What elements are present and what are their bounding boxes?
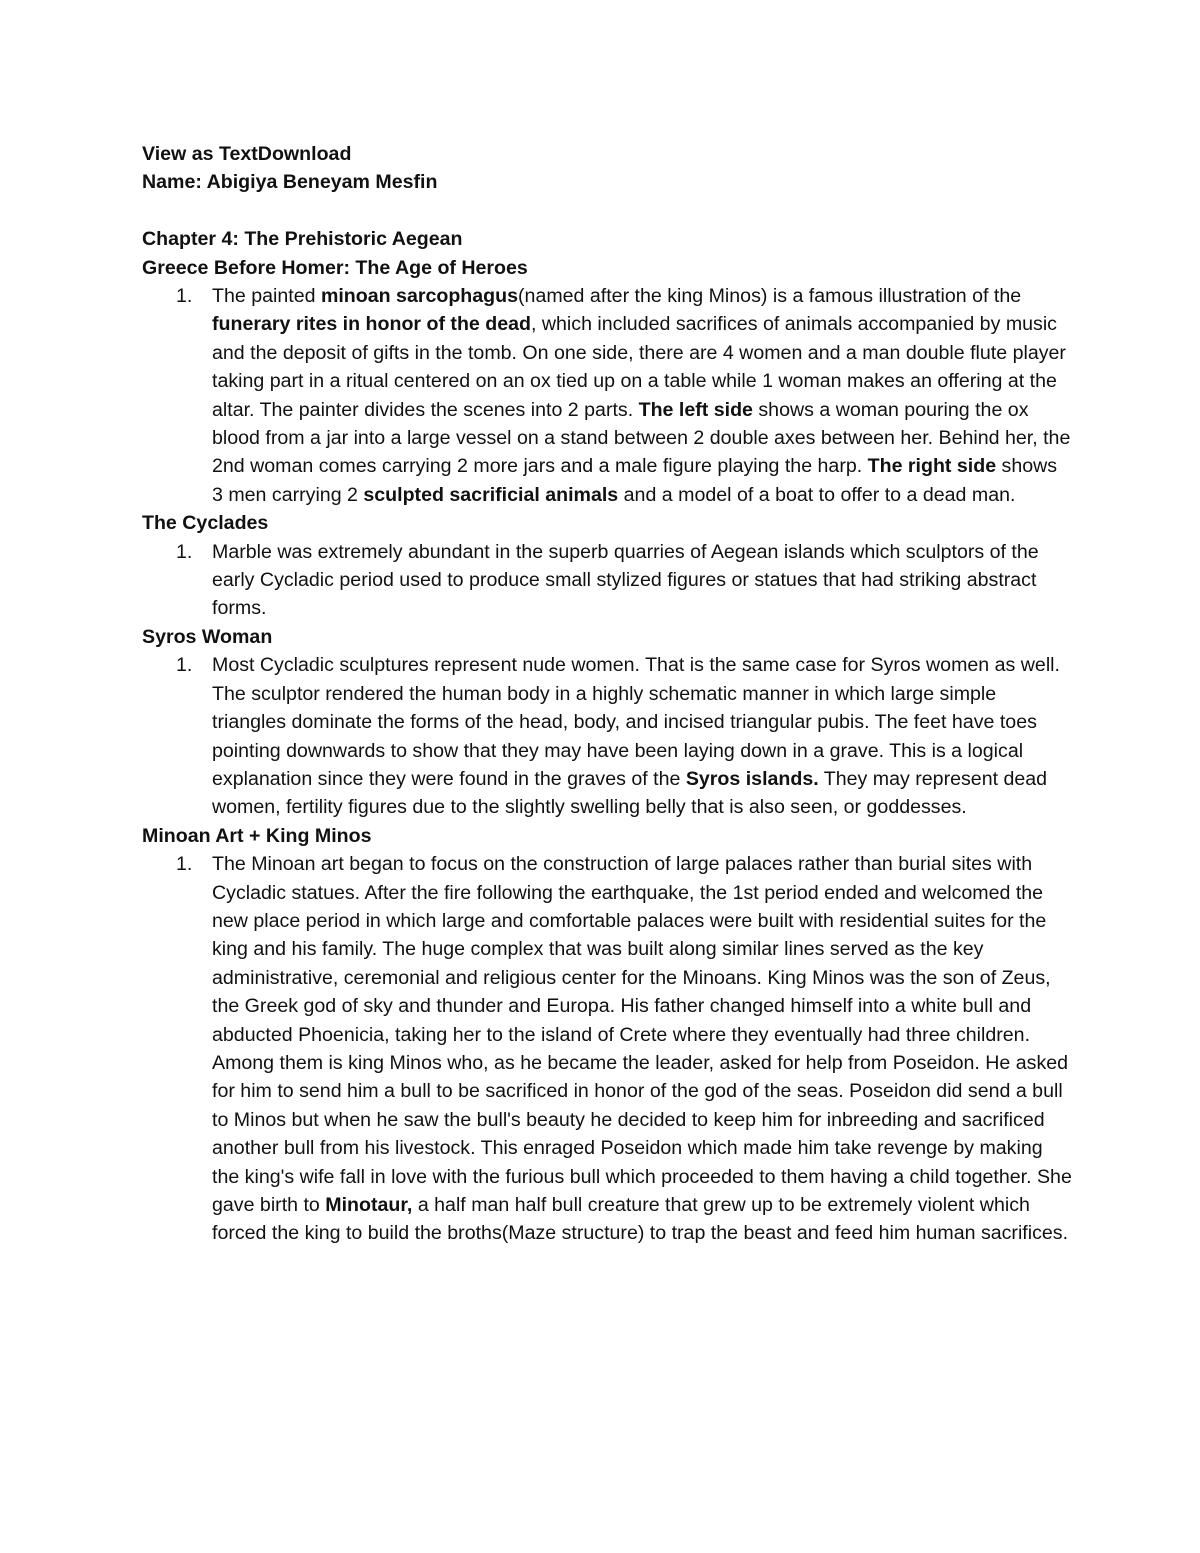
chapter-title: Chapter 4: The Prehistoric Aegean — [142, 228, 463, 251]
list-item — [142, 850, 1072, 1248]
item-text: The painted — [212, 285, 321, 308]
list-number: 1. — [176, 285, 193, 308]
list-item — [142, 538, 1072, 623]
item-text: They may represent dead women, fertility figures due to the slightly swelling belly that is also seen, or goddesses. — [212, 767, 1048, 819]
item-text: Most Cycladic sculptures represent nude women. That is the same case for Syros women as well. The sculptor rendered the human body in a highly schematic manner in which large simple triangles dominate the forms of the head, body, and incised triangular pubis. The feet have toes pointing downwards to show that they may have been laying down in a grave. This is a logical explanation since they were found in the graves of the — [212, 654, 1060, 790]
list-number: 1. — [176, 654, 193, 677]
item-text: and a model of a boat to offer to a dead man. — [618, 483, 1016, 506]
numbered-list — [142, 850, 1072, 1248]
list-item — [142, 282, 1072, 509]
numbered-list — [142, 538, 1072, 623]
item-text: shows a woman pouring the ox blood from a jar into a large vessel on a stand between 2 double axes between her. Behind her, the 2nd woman comes carrying 2 more jars and a male figure playing the harp. — [212, 398, 1071, 478]
section-heading-greece-before-homer: Greece Before Homer: The Age of Heroes — [142, 256, 528, 279]
bold-term-minotaur: Minotaur, — [325, 1194, 413, 1217]
bold-term-sculpted-animals: sculpted sacrificial animals — [363, 483, 619, 506]
list-number: 1. — [176, 853, 193, 876]
item-text: (named after the king Minos) is a famous illustration of the — [518, 285, 1022, 308]
list-item — [142, 651, 1072, 821]
item-text: Marble was extremely abundant in the superb quarries of Aegean islands which sculptors of the early Cycladic period used to produce small stylized figures or statues that had striking abstract forms. — [212, 540, 1039, 620]
numbered-list — [142, 651, 1072, 821]
section-heading-syros-woman: Syros Woman — [142, 625, 273, 648]
item-text: a half man half bull creature that grew up to be extremely violent which forced the king to build the broths(Maze structure) to trap the beast and feed him human sacrifices. — [212, 1194, 1069, 1245]
spacer — [142, 197, 1072, 225]
document-page — [142, 140, 1072, 1248]
section-heading-minoan-art: Minoan Art + King Minos — [142, 824, 372, 847]
item-text: shows 3 men carrying 2 — [212, 455, 1058, 506]
item-text: , which included sacrifices of animals accompanied by music and the deposit of gifts in the tomb. On one side, there are 4 women and a man double flute player taking part in a ritual centered on an ox tied up on a table while 1 woman makes an offering at the altar. The painter divides the scenes into 2 parts. — [212, 313, 1066, 421]
bold-term-minoan-sarcophagus: minoan sarcophagus — [320, 285, 519, 308]
bold-term-funerary-rites: funerary rites in honor of the dead — [212, 313, 531, 336]
list-number: 1. — [176, 540, 193, 563]
bold-term-syros-islands: Syros islands. — [685, 767, 819, 790]
numbered-list — [142, 282, 1072, 509]
item-text: The Minoan art began to focus on the construction of large palaces rather than burial sites with Cycladic statues. After the fire following the earthquake, the 1st period ended and welcomed the new place period in which large and comfortable palaces were built with residential suites for the king and his family. The huge complex that was built along similar lines served as the key administrative, ceremonial and religious center for the Minoans. King Minos was the son of Zeus, the Greek god of sky and thunder and Europa. His father changed himself into a white bull and abducted Phoenicia, taking her to the island of Crete where they eventually had three children. Among them is king Minos who, as he became the leader, asked for help from Poseidon. He asked for him to send him a bull to be sacrificed in honor of the god of the seas. Poseidon did send a bull to Minos but when he saw the bull's beauty he decided to keep him for inbreeding and sacrificed another bull from his livestock. This enraged Poseidon which made him take revenge by making the king's wife fall in love with the furious bull which proceeded to them having a child together. She gave birth to — [212, 853, 1072, 1217]
bold-term-right-side: The right side — [867, 455, 997, 478]
author-name-line: Name: Abigiya Beneyam Mesfin — [142, 171, 438, 194]
bold-term-left-side: The left side — [638, 398, 753, 421]
section-heading-cyclades: The Cyclades — [142, 512, 269, 535]
view-as-text-download-line: View as TextDownload — [142, 143, 352, 165]
